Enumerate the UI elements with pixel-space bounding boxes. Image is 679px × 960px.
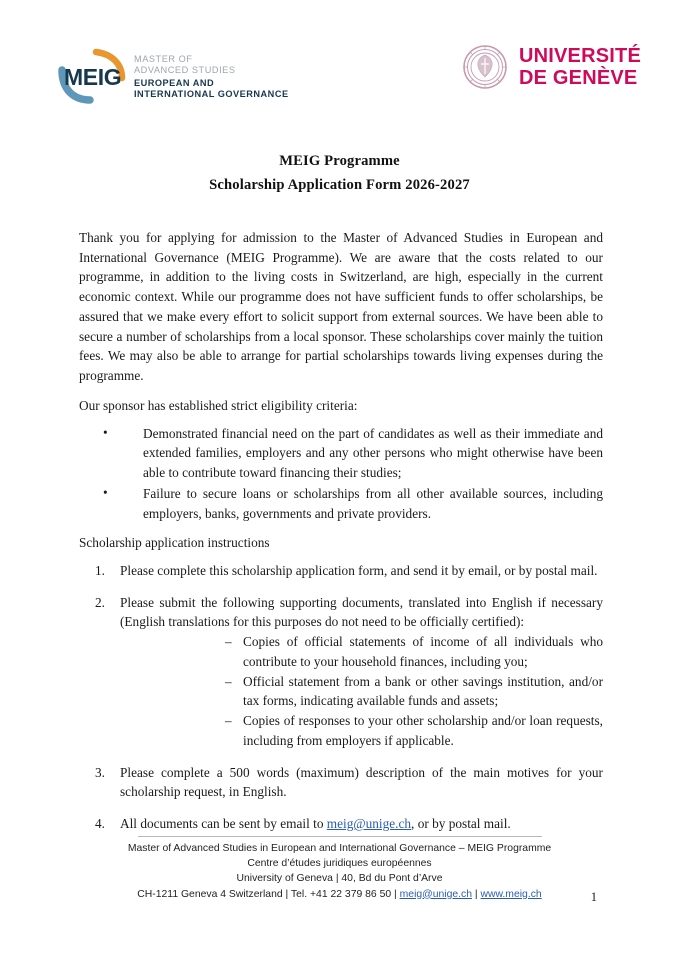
list-item	[79, 763, 603, 802]
footer-line-3: University of Geneva | 40, Bd du Pont d’Arve	[236, 873, 443, 885]
footer-text	[0, 841, 679, 902]
meig-subtitle-line-4: INTERNATIONAL GOVERNANCE	[134, 88, 289, 99]
dash-icon: –	[225, 713, 232, 729]
meig-logo-wordmark	[134, 54, 289, 99]
footer-separator: |	[472, 888, 481, 900]
list-item-text: Official statement from a bank or other savings institution, and/or tax forms, indicating available funds and assets;	[243, 673, 603, 709]
list-item-text: Please submit the following supporting documents, translated into English if necessary (English translations for this purposes do not need to be officially certified):	[120, 594, 603, 630]
page-title-line-2: Scholarship Application Form 2026-2027	[209, 176, 470, 193]
list-item-text: Please complete this scholarship application form, and send it by email, or by postal mail.	[120, 563, 598, 579]
list-item-number: 3.	[95, 764, 105, 780]
unige-wordmark-line-1: UNIVERSITÉ	[518, 44, 641, 67]
list-item-text: Failure to secure loans or scholarships from all other available sources, including employers, banks, governments and private providers.	[143, 485, 603, 521]
bullet-icon: •	[103, 484, 108, 500]
list-item	[79, 561, 603, 581]
dash-icon: –	[225, 634, 232, 650]
footer-line-4	[0, 887, 679, 902]
document-footer	[0, 836, 679, 902]
page-number: 1	[590, 890, 597, 904]
list-item-text: Copies of official statements of income of all individuals who contribute to your household finances, including you;	[243, 634, 603, 669]
footer-website-link[interactable]: www.meig.ch	[480, 888, 542, 900]
eligibility-criteria-list	[79, 424, 603, 524]
list-item-text	[120, 814, 603, 834]
email-link[interactable]: meig@unige.ch	[326, 816, 412, 832]
list-item	[79, 593, 603, 751]
list-item	[120, 711, 603, 750]
meig-subtitle-line-3: EUROPEAN AND	[134, 78, 215, 88]
list-item-text-after: , or by postal mail.	[411, 816, 511, 832]
unige-wordmark-line-2: DE GENÈVE	[518, 67, 638, 89]
meig-logo	[52, 46, 289, 108]
document-header	[0, 42, 679, 117]
unige-seal-icon	[462, 44, 508, 90]
document-body	[79, 228, 603, 834]
footer-email-link[interactable]: meig@unige.ch	[399, 888, 472, 900]
intro-paragraph: Thank you for applying for admission to the Master of Advanced Studies in European and International Governance (MEIG Programme). We are aware that the costs related to our programme, in addition to the living costs in Switzerland, are high, especially in the current economic context. While our programme does not have sufficient funds to offer scholarships, be assured that we make every effort to solicit support from external sources. We have been able to secure a number of scholarships from a local sponsor. These scholarships cover mainly the tuition fees. We may also be able to arrange for partial scholarships towards living expenses during the programme.	[79, 230, 603, 384]
footer-line-2: Centre d’études juridiques européennes	[247, 858, 432, 870]
supporting-documents-list	[120, 632, 603, 750]
footer-address-text: CH-1211 Geneva 4 Switzerland | Tel. +41 22 379 86 50 |	[137, 888, 400, 900]
footer-line-1: Master of Advanced Studies in European and International Governance – MEIG Programme	[127, 843, 552, 854]
list-item-text: Copies of responses to your other scholarship and/or loan requests, including from employers if applicable.	[243, 713, 603, 748]
dash-icon: –	[225, 673, 232, 689]
list-item	[120, 632, 603, 671]
eligibility-heading: Our sponsor has established strict eligibility criteria:	[79, 397, 358, 413]
list-item-text-before: All documents can be sent by email to	[120, 816, 327, 832]
footer-divider	[138, 836, 542, 837]
page-title-line-1: MEIG Programme	[279, 153, 400, 169]
unige-wordmark	[519, 45, 641, 90]
meig-logo-mark-icon	[52, 46, 130, 108]
instructions-list	[79, 561, 603, 834]
list-item	[120, 672, 603, 711]
meig-subtitle-line-2: ADVANCED STUDIES	[134, 65, 236, 76]
svg-text:MEIG: MEIG	[64, 64, 122, 90]
page-title	[0, 150, 679, 197]
meig-subtitle-line-1: MASTER OF	[134, 54, 193, 65]
instructions-heading: Scholarship application instructions	[79, 535, 270, 551]
list-item-text: Please complete a 500 words (maximum) description of the main motives for your scholarship request, in English.	[120, 764, 603, 800]
list-item-number: 1.	[95, 563, 105, 579]
unige-logo	[462, 44, 641, 90]
list-item-text: Demonstrated financial need on the part of candidates as well as their immediate and extended families, employers and any other persons who might otherwise have been able to contribute toward financing their studies;	[143, 425, 603, 481]
list-item	[79, 814, 603, 834]
list-item	[79, 484, 603, 523]
list-item-number: 2.	[95, 594, 105, 610]
bullet-icon: •	[103, 424, 108, 440]
list-item	[79, 424, 603, 483]
list-item-number: 4.	[95, 816, 105, 832]
